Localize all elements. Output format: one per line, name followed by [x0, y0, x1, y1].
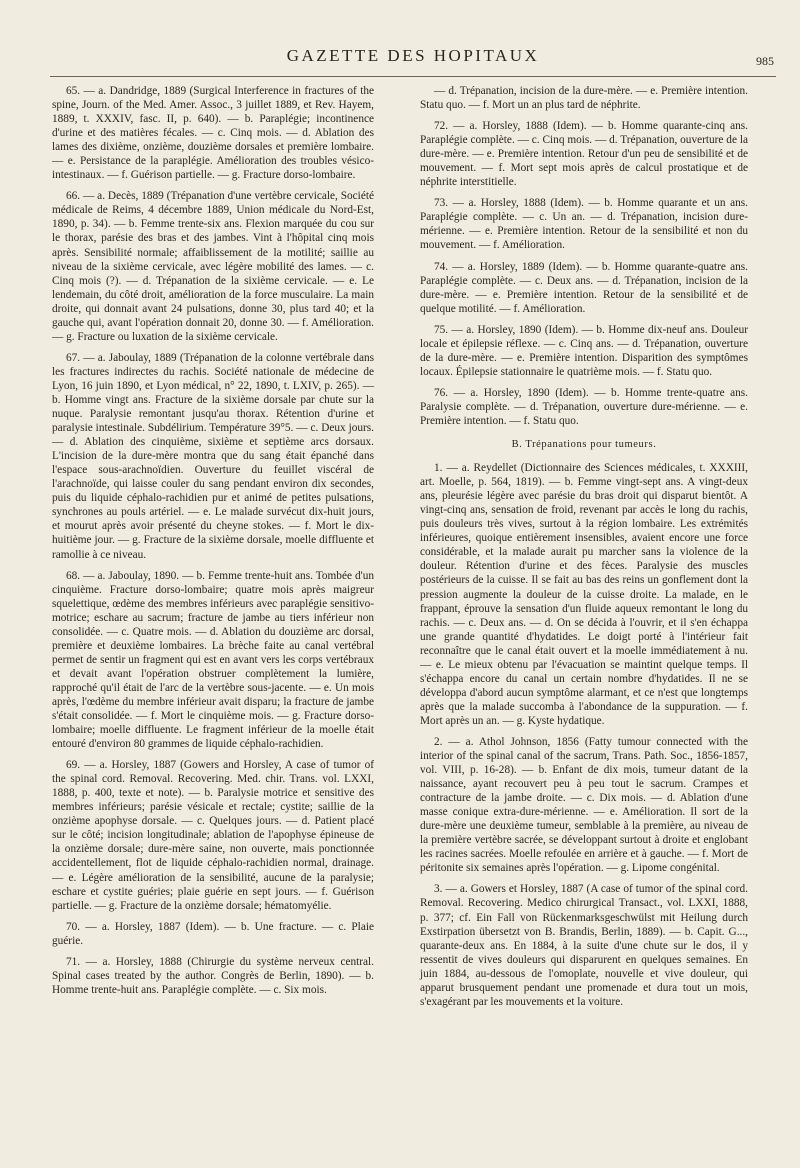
case-entry: 69. — a. Horsley, 1887 (Gowers and Horsley, A case of tumor of the spinal cord. Removal. Recovering. Med. chir. Trans. vol. LXXI, 1888, p. 400, texte et note). — b. Paralysie motrice et sensitive des membres inférieurs; parésie vésicale et rectale; cystite; saillie de la onzième apophyse dorsale. — c. Quelques jours. — d. Patient placé sur le côté; incision longitudinale; ablation de l'apophyse épineuse de la onzième dorsale; dure-mère saine, non ouverte, mais ponctionnée accidentellement, flot de liquide céphalo-rachidien normal, drainage. — e. Légère amélioration de la sensibilité, aucune de la paralysie; eschare et cystite guéries; plaie guérie en sept jours. — f. Guérison partielle. — g. Fracture de la onzième dorsale; hématomyélie. [52, 759, 374, 912]
case-entry: 76. — a. Horsley, 1890 (Idem). — b. Homme trente-quatre ans. Paralysie complète. — d. Trépanation, ouverture dure-mérienne. — e. Première intention. — f. Statu quo. [420, 386, 748, 427]
case-entry: 72. — a. Horsley, 1888 (Idem). — b. Homme quarante-cinq ans. Paraplégie complète. — c. Cinq mois. — d. Trépanation, ouverture de la dure-mère. — e. Première intention. Retour d'un peu de sensibilité et de mouvement. — f. Mort sept mois après de calcul prostatique et de néphrite interstitielle. [420, 120, 748, 189]
case-entry: 75. — a. Horsley, 1890 (Idem). — b. Homme dix-neuf ans. Douleur locale et épilepsie réflexe. — c. Cinq ans. — d. Trépanation, ouverture de la dure-mère. — e. Première intention. Disparition des symptômes locaux. Épilepsie stationnaire le quatrième mois. — f. Statu quo. [420, 323, 748, 378]
page-number: 985 [756, 54, 774, 68]
case-entry: 66. — a. Decès, 1889 (Trépanation d'une vertèbre cervicale, Société médicale de Reims, 4 décembre 1889, Union médicale du Nord-Est, 1890, p. 34). — b. Femme trente-six ans. Flexion marquée du cou sur le thorax, parésie des bras et des jambes. Vint à l'hôpital cinq mois après. Sensibilité normale; affaiblissement de la motilité; saillie au niveau de la sixième cervicale, avec légère mobilité des lames. — c. Cinq mois (?). — d. Trépanation de la sixième cervicale. — e. Le lendemain, du côté droit, amélioration de la force musculaire. La main droite, qui donnait avant 24 pulsations, donne 30, plus tard 40; et la gauche qui, avant l'opération donnait 20, donne 30. — f. Amélioration. — g. Fracture ou luxation de la sixième cervicale. [52, 190, 374, 343]
case-entry: 65. — a. Dandridge, 1889 (Surgical Interference in fractures of the spine, Journ. of the Med. Amer. Assoc., 3 juillet 1889, et Rev. Hayem, 1889, t. XXXIV, fasc. II, p. 640). — b. Paraplégie; incontinence d'urine et des matières fécales. — c. Cinq mois. — d. Ablation des lames des dixième, onzième, douzième dorsales et première lombaire. — e. Persistance de la paraplégie. Amélioration des troubles vésico-intestinaux. — f. Guérison partielle. — g. Fracture dorso-lombaire. [52, 85, 374, 182]
case-entry: 73. — a. Horsley, 1888 (Idem). — b. Homme quarante et un ans. Paraplégie complète. — c. Un an. — d. Trépanation, incision dure-mérienne. — e. Première intention. Retour de la sensibilité et non du mouvement. — f. Amélioration. [420, 197, 748, 252]
case-entry: 74. — a. Horsley, 1889 (Idem). — b. Homme quarante-quatre ans. Paraplégie complète. — c. Deux ans. — d. Trépanation, incision de la dure-mère. — e. Première intention. Retour de la sensibilité et de quelque motilité. — f. Amélioration. [420, 260, 748, 315]
case-entry: 1. — a. Reydellet (Dictionnaire des Sciences médicales, t. XXXIII, art. Moelle, p. 564, 1819). — b. Femme vingt-sept ans. A vingt-deux ans, pleurésie légère avec parésie du bras droit qui disparut bientôt. A vingt-cinq ans, sensation de froid, revenant par accès le long du rachis, puis douleurs très vives, surtout à la région lombaire. Les extrémités inférieures, quoique entièrement insensibles, avaient encore une force considérable, et la malade aurait pu marcher sans la violence de la douleur. Rétention d'urine et des fèces. Paralysie des muscles postérieurs de la cuisse. Il se fait au bas des reins un gonflement dont la pression augmente la douleur de la cuisse droite. La malade, en le frappant, éprouve la sensation d'un fluide aqueux remontant le long du rachis. — c. Deux ans. — d. On se décida à l'ouvrir, et il s'en échappa une grande quantité d'hydatides. Le doigt porté à l'intérieur fait reconnaître que le canal était ouvert et la moelle immédiatement à nu. — e. Le mieux obtenu par l'évacuation se maintint quelque temps. Il s'échappa encore du canal un certain nombre d'hydatides. Il ne se développa d'abord aucun symptôme alarmant, et ce n'est que longtemps après que la malade succomba à l'abondance de la suppuration. — f. Mort après un an. — g. Kyste hydatique. [420, 462, 748, 727]
case-entry: 68. — a. Jaboulay, 1890. — b. Femme trente-huit ans. Tombée d'un cinquième. Fracture dorso-lombaire; quatre mois après maigreur squelettique, œdème des membres inférieurs avec paraplégie sensitivo-motrice; eschare au sacrum; fracture de jambe au tiers inférieur non consolidée. — c. Quatre mois. — d. Ablation du douzième arc dorsal, première et deuxième lombaires. La brèche faite au canal vertébral permet de sentir un fragment qui est en avant vers les corps vertébraux et devait avant l'opération obstruer complètement la lumière, rapproché qu'il était de l'arc de la vertèbre sous-jacente. — e. Un mois après, l'œdème du membre inférieur avait disparu; la fracture de jambe s'était consolidée. — f. Mort le cinquième mois. — g. Fracture dorso-lombaire; moelle diffluente. Le fragment inférieur de la moelle était entouré d'environ 80 grammes de liquide céphalo-rachidien. [52, 569, 374, 751]
case-entry: 67. — a. Jaboulay, 1889 (Trépanation de la colonne vertébrale dans les fractures indirectes du rachis. Société nationale de médecine de Lyon, 16 juin 1890, et Lyon médical, n° 22, 1890, t. LXIV, p. 265). — b. Homme vingt ans. Fracture de la sixième dorsale par chute sur la nuque. Paralysie remontant jusqu'au thorax. Rétention d'urine et paralysie intestinale. Subdélirium. Température 39°5. — c. Deux jours. — d. Ablation des cinquième, sixième et septième arcs dorsaux. L'incision de la dure-mère montra que du sang était épanché dans l'espace sous-arachnoïdien. Ouverture du feuillet viscéral de l'arachnoïde, qui laisse couler du sang pendant environ dix secondes, puis du liquide céphalo-rachidien pur et animé de petites pulsations, synchrones au pouls artériel. — e. Le malade survécut dix-huit jours, et mourut après avoir présenté du cheyne stokes. — f. Mort le dix-huitième jour. — g. Fracture de la sixième dorsale, moelle diffluente et ramollie à ce niveau. [52, 351, 374, 561]
case-entry: 70. — a. Horsley, 1887 (Idem). — b. Une fracture. — c. Plaie guérie. [52, 920, 374, 947]
left-column [52, 84, 374, 1004]
case-entry: 71. — a. Horsley, 1888 (Chirurgie du système nerveux central. Spinal cases treated by the author. Congrès de Berlin, 1890). — b. Homme trente-huit ans. Paraplégie complète. — c. Six mois. [52, 955, 374, 996]
page-header [50, 40, 776, 77]
running-title: GAZETTE DES HOPITAUX [286, 46, 540, 65]
section-heading: B. Trépanations pour tumeurs. [511, 439, 657, 451]
case-entry: — d. Trépanation, incision de la dure-mère. — e. Première intention. Statu quo. — f. Mort un an plus tard de néphrite. [420, 85, 748, 112]
right-column [420, 84, 748, 1016]
case-entry: 3. — a. Gowers et Horsley, 1887 (A case of tumor of the spinal cord. Removal. Recovering. Medico chirurgical Transact., vol. LXXI, 1888, p. 377; cf. Ein Fall von Rückenmarksgeschwülst mit Heilung durch Exstirpation übersetzt von B. Brandis, Berlin, 1889). — b. Capit. G..., quarante-deux ans. En 1884, à la suite d'une chute sur le dos, il y ressentit de vives douleurs qui disparurent en quelques semaines. En juin 1884, au-dessous de l'omoplate, nouvelle et vive douleur, qui apparut brusquement pendant une promenade et dura tout un mois, s'exagérant par les mouvements et la voiture. [420, 883, 748, 1008]
case-entry: 2. — a. Athol Johnson, 1856 (Fatty tumour connected with the interior of the spinal canal of the sacrum, Trans. Path. Soc., 1856-1857, vol. VIII, p. 16-28). — b. Enfant de dix mois, tumeur datant de la naissance, ayant recouvert peu à peu tout le sacrum. Crampes et contracture de la jambe droite. — c. Dix mois. — d. Ablation d'une masse conique extra-dure-mérienne. — e. Amélioration. Il sort de la dure-mère une deuxième tumeur, semblable à la première, au niveau de la première vertèbre sacrée, se développant surtout à droite et englobant les racines sacrées. Moelle refoulée en arrière et à gauche. — f. Mort de péritonite six semaines après l'opération. — g. Lipome congénital. [420, 735, 748, 875]
